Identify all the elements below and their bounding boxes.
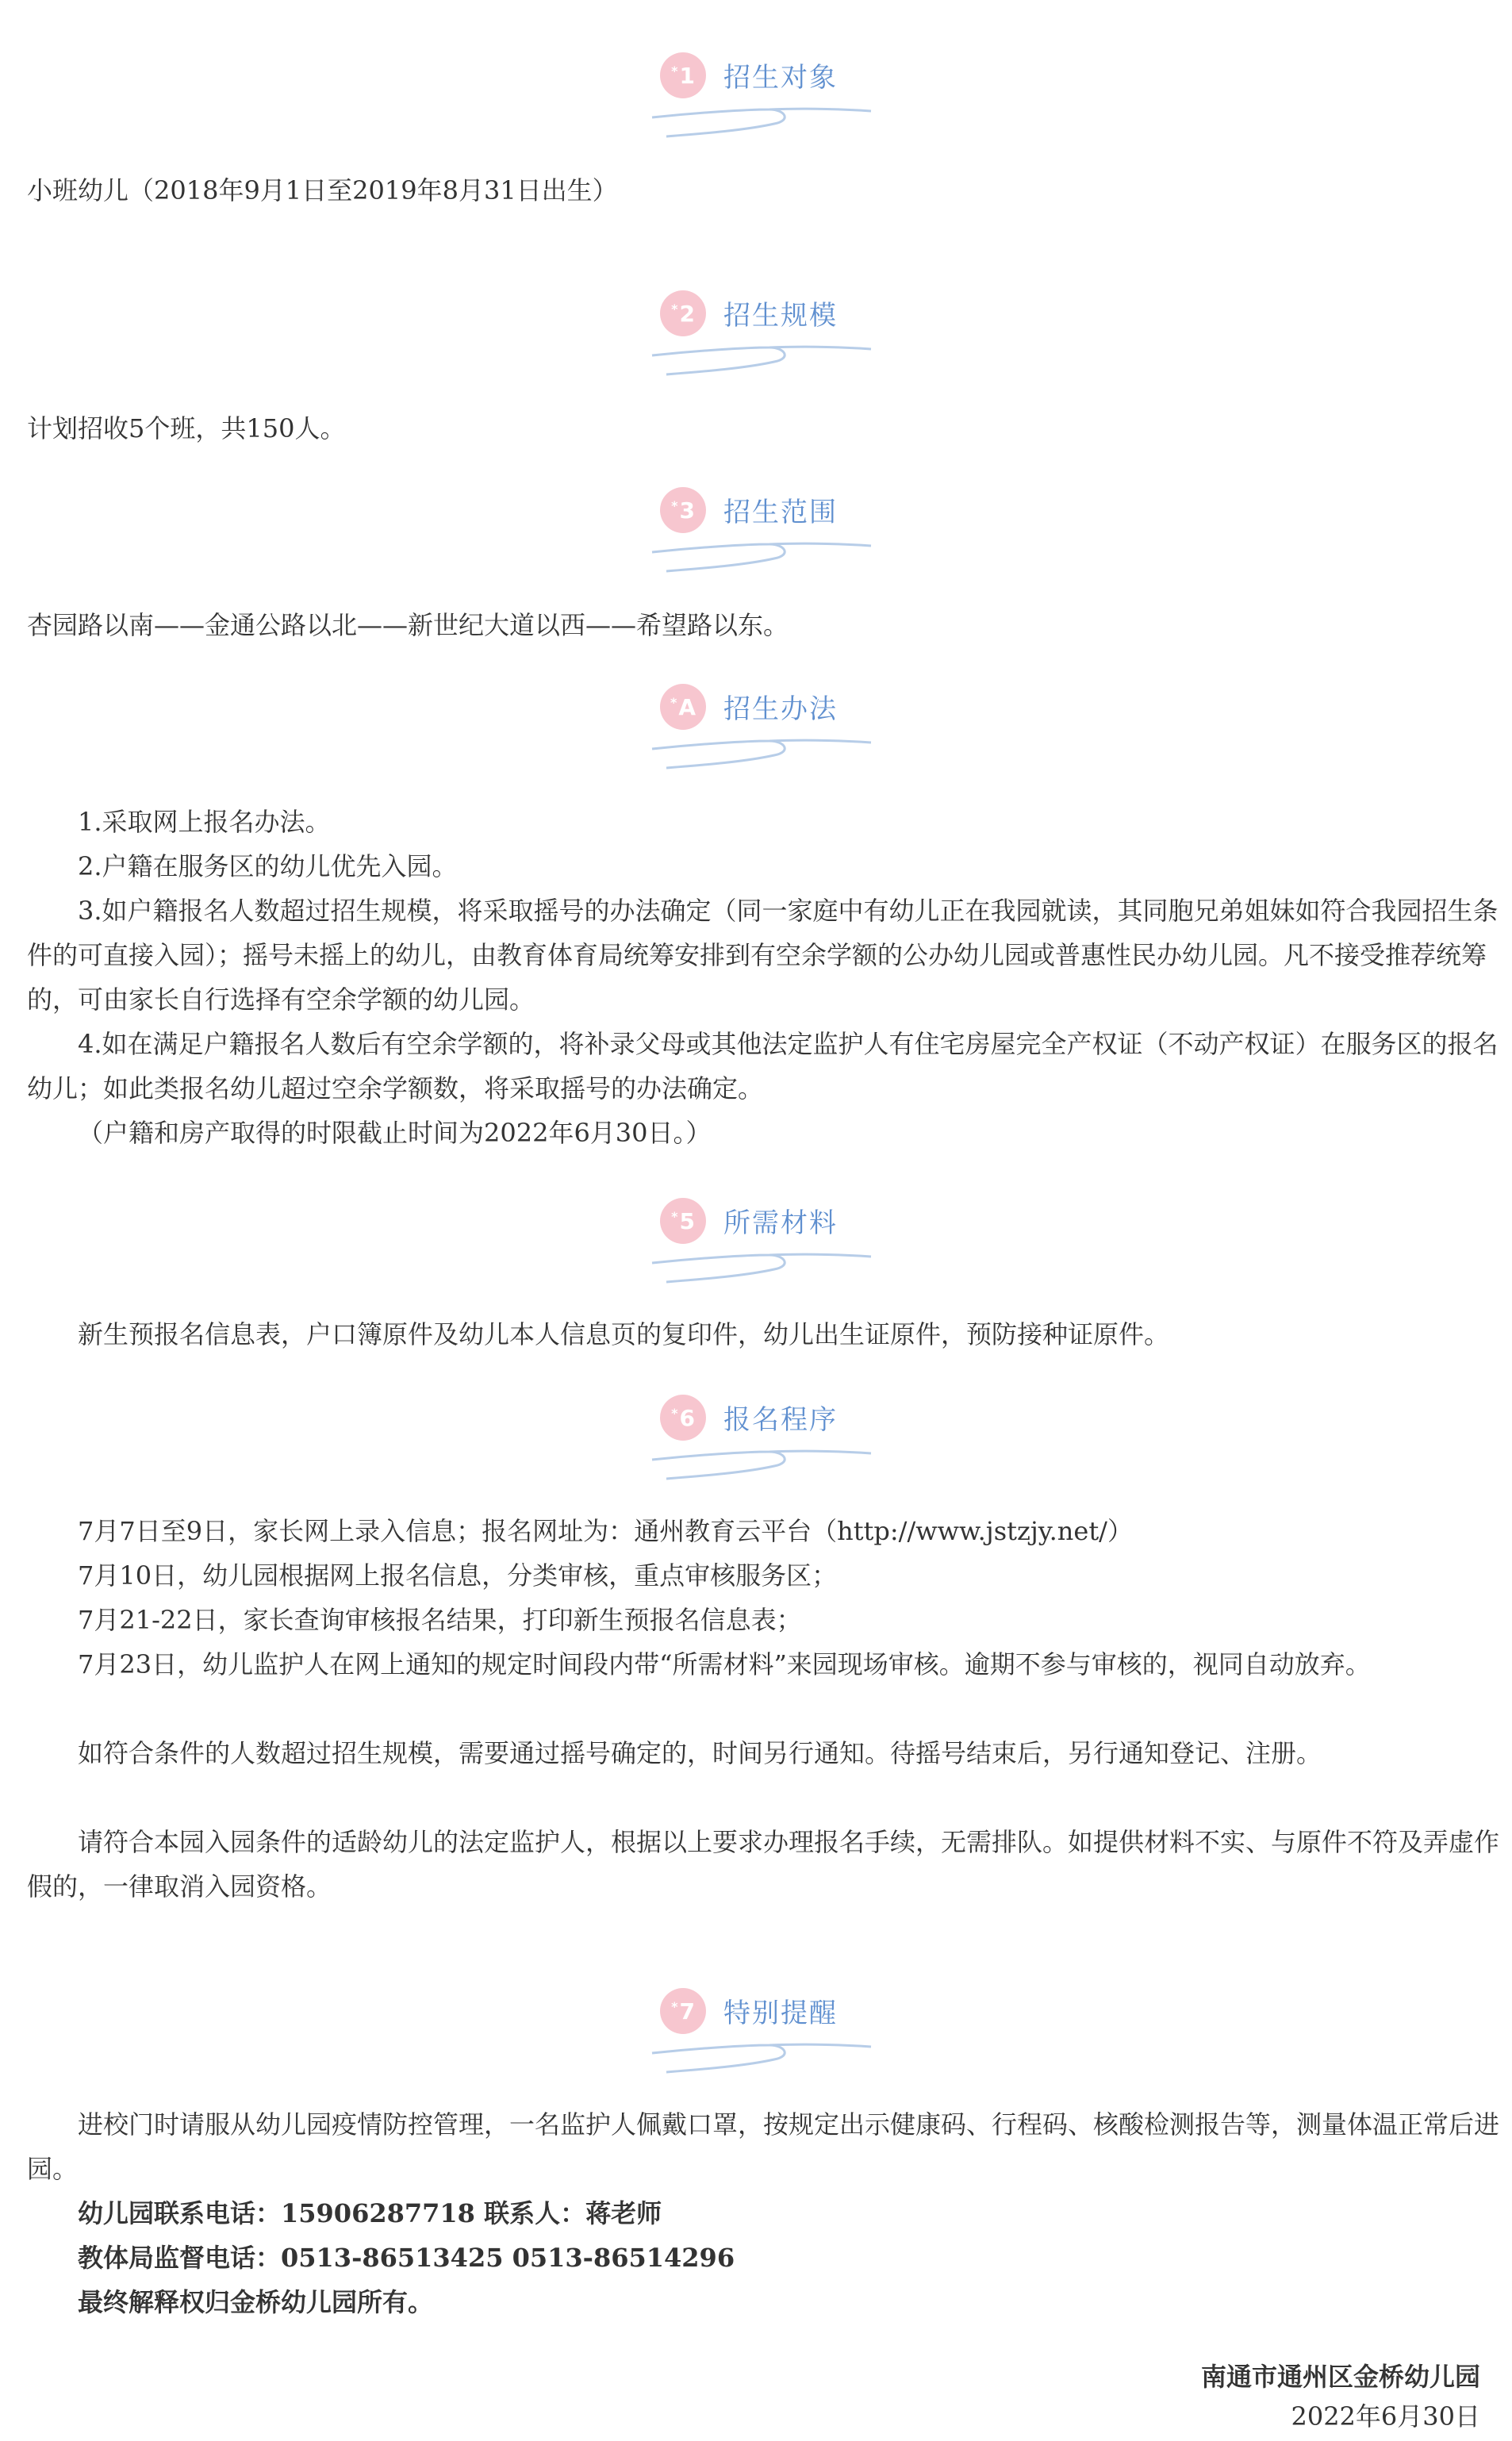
method-item-3: 3.如户籍报名人数超过招生规模，将采取摇号的办法确定（同一家庭中有幼儿正在我园就读，其同胞兄弟姐妹如符合我园招生条件的可直接入园）；摇号未摇上的幼儿，由教育体育局统筹安排到有空余学额的公办幼儿园或普惠性民办幼儿园。凡不接受推荐统筹的，可由家长自行选择有空余学额的幼儿园。 xyxy=(27,896,1499,1015)
section-head-1 xyxy=(650,44,888,140)
section-title-5: 所需材料 xyxy=(723,1207,838,1239)
badge-7: * 7 xyxy=(660,1988,706,2034)
signature-org: 南通市通州区金桥幼儿园 xyxy=(1200,2362,1480,2392)
materials-text: 新生预报名信息表，户口簿原件及幼儿本人信息页的复印件，幼儿出生证原件，预防接种证原件。 xyxy=(78,1319,1170,1349)
method-item-1: 1.采取网上报名办法。 xyxy=(78,807,331,837)
final-note: 最终解释权归金桥幼儿园所有。 xyxy=(78,2287,434,2317)
section-title-7: 特别提醒 xyxy=(723,1998,838,2029)
target-text: 小班幼儿（2018年9月1日至2019年8月31日出生） xyxy=(27,175,618,205)
section-head-6 xyxy=(650,1387,888,1482)
procedure-item-4: 7月23日，幼儿监护人在网上通知的规定时间段内带“所需材料”来园现场审核。逾期不参与审核的，视同自动放弃。 xyxy=(78,1649,1371,1679)
section-title-2: 招生规模 xyxy=(723,300,838,332)
wave-decoration-icon xyxy=(650,717,873,773)
wave-decoration-icon xyxy=(650,1428,873,1483)
procedure-item-1: 7月7日至9日，家长网上录入信息；报名网址为：通州教育云平台（http://www.jstzjy.net/） xyxy=(78,1516,1133,1546)
badge-3: * 3 xyxy=(660,487,706,533)
section-head-7 xyxy=(650,1980,888,2075)
procedure-item-6: 请符合本园入园条件的适龄幼儿的法定监护人，根据以上要求办理报名手续，无需排队。如提供材料不实、与原件不符及弄虚作假的，一律取消入园资格。 xyxy=(27,1827,1500,1902)
section-head-5 xyxy=(650,1190,888,1285)
wave-decoration-icon xyxy=(650,86,873,141)
badge-5: * 5 xyxy=(660,1198,706,1244)
wave-decoration-icon xyxy=(650,2021,873,2077)
procedure-item-5: 如符合条件的人数超过招生规模，需要通过摇号确定的，时间另行通知。待摇号结束后，另行通知登记、注册。 xyxy=(78,1738,1322,1768)
procedure-item-2: 7月10日，幼儿园根据网上报名信息，分类审核，重点审核服务区； xyxy=(78,1560,838,1591)
scale-text: 计划招收5个班，共150人。 xyxy=(27,413,346,443)
contact-phone: 幼儿园联系电话：15906287718 联系人：蒋老师 xyxy=(78,2198,662,2228)
section-title-4: 招生办法 xyxy=(723,693,838,725)
reminder-text: 进校门时请服从幼儿园疫情防控管理，一名监护人佩戴口罩，按规定出示健康码、行程码、核酸检测报告等，测量体温正常后进园。 xyxy=(27,2109,1500,2184)
wave-decoration-icon xyxy=(650,324,873,379)
supervise-phone: 教体局监督电话：0513-86513425 0513-86514296 xyxy=(78,2243,735,2273)
badge-2: * 2 xyxy=(660,290,706,336)
section-head-3 xyxy=(650,479,888,574)
section-title-6: 报名程序 xyxy=(723,1404,838,1436)
badge-1: * 1 xyxy=(660,52,706,98)
signature-date: 2022年6月30日 xyxy=(1291,2401,1480,2431)
method-item-4: 4.如在满足户籍报名人数后有空余学额的，将补录父母或其他法定监护人有住宅房屋完全产权证（不动产权证）在服务区的报名幼儿；如此类报名幼儿超过空余学额数，将采取摇号的办法确定。 xyxy=(27,1029,1499,1103)
wave-decoration-icon xyxy=(650,1231,873,1287)
section-title-3: 招生范围 xyxy=(723,497,838,528)
section-title-1: 招生对象 xyxy=(723,62,838,94)
method-note: （户籍和房产取得的时限截止时间为2022年6月30日。） xyxy=(78,1118,712,1148)
badge-4: * A xyxy=(660,684,706,730)
badge-6: * 6 xyxy=(660,1395,706,1441)
method-item-2: 2.户籍在服务区的幼儿优先入园。 xyxy=(78,851,458,881)
wave-decoration-icon xyxy=(650,520,873,576)
section-head-4 xyxy=(650,676,888,771)
section-head-2 xyxy=(650,282,888,378)
procedure-item-3: 7月21-22日，家长查询审核报名结果，打印新生预报名信息表； xyxy=(78,1605,802,1635)
scope-text: 杏园路以南——金通公路以北——新世纪大道以西——希望路以东。 xyxy=(27,610,789,640)
